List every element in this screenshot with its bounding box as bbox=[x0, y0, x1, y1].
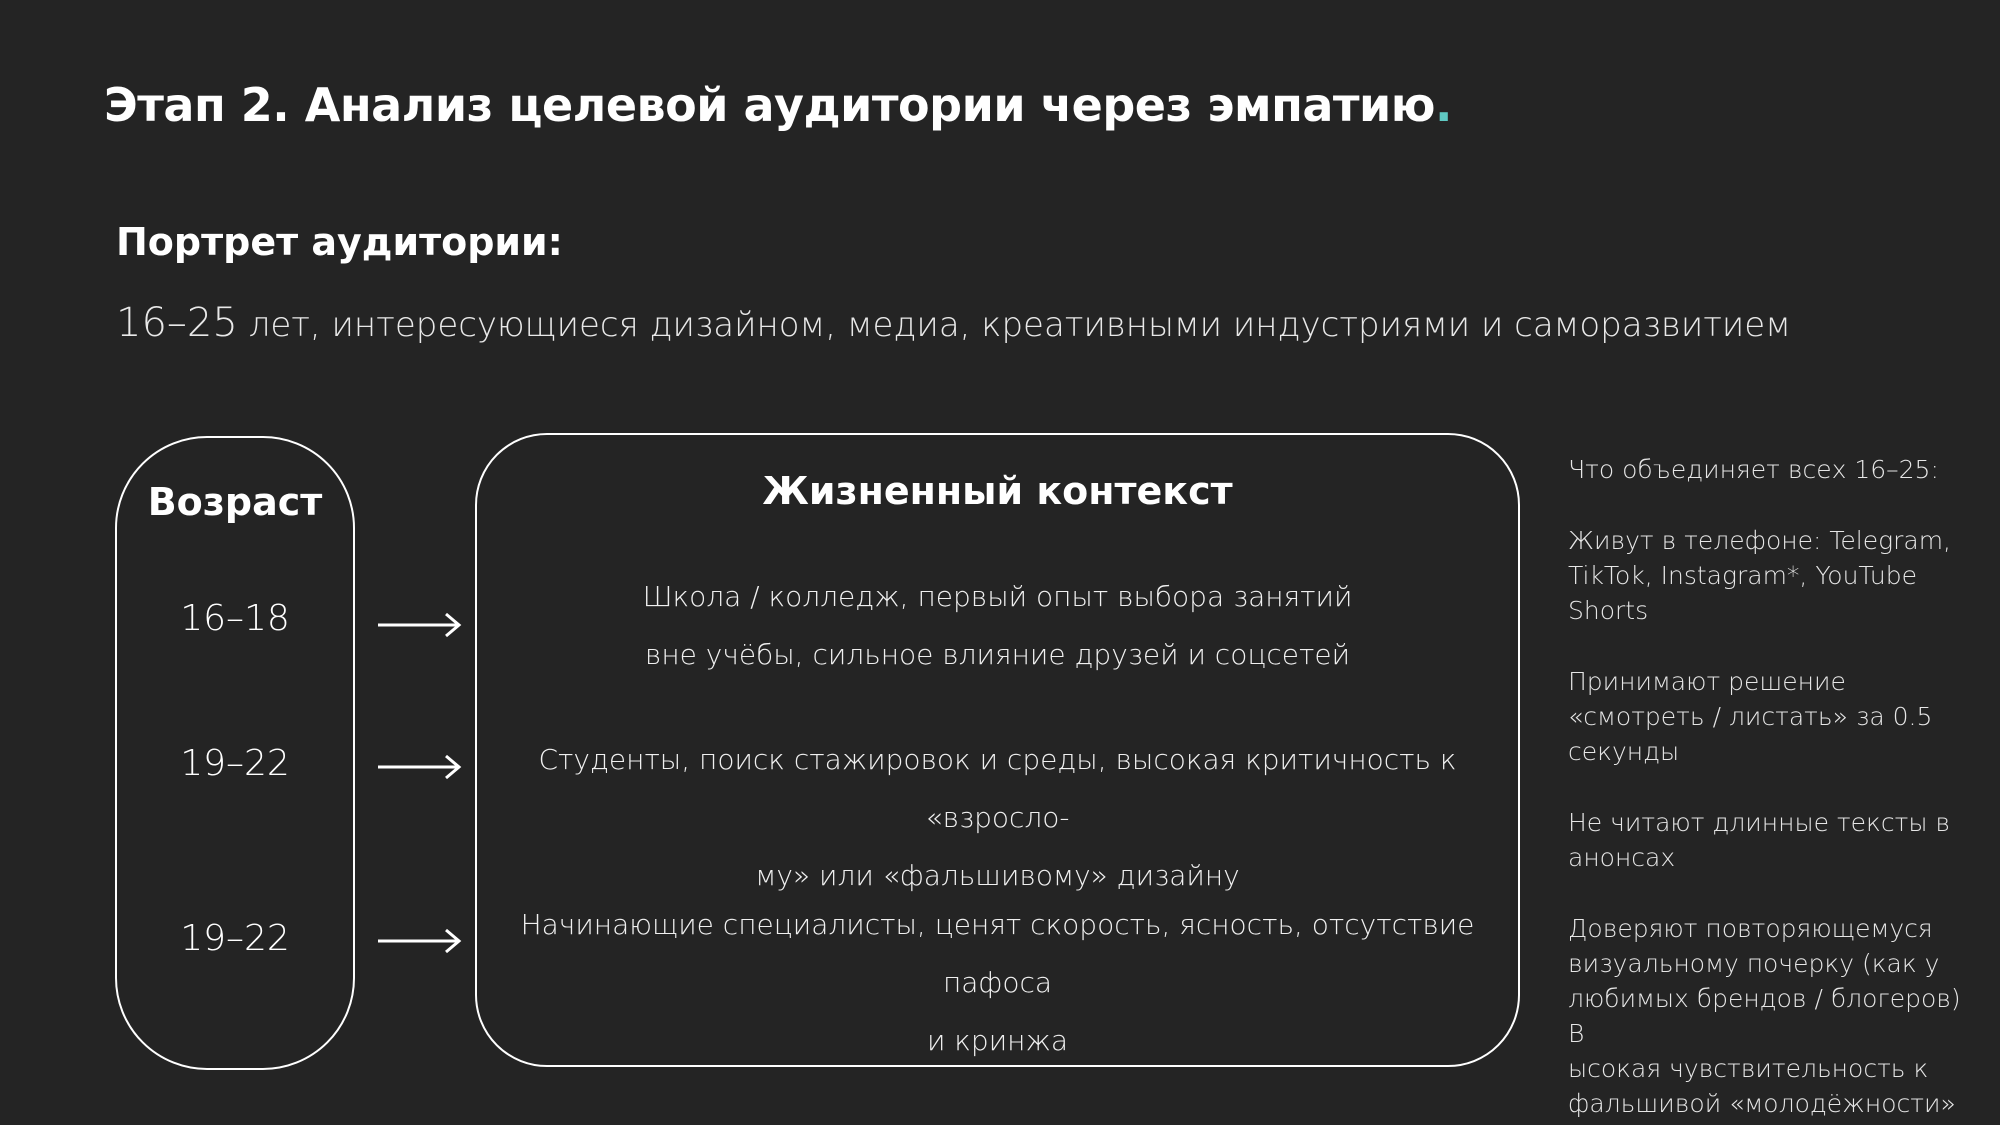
life-context-item-line: му» или «фальшивому» дизайну bbox=[755, 859, 1240, 892]
page-title bbox=[104, 78, 1452, 132]
life-context-item-line: Школа / колледж, первый опыт выбора занятий bbox=[642, 580, 1353, 613]
commonality-point: Не читают длинные тексты в анонсах bbox=[1568, 808, 1951, 872]
age-column-heading: Возраст bbox=[147, 480, 323, 524]
life-context-item-line: Начинающие специалисты, ценят скорость, ясность, отсутствие пафоса bbox=[520, 908, 1475, 999]
age-column-box bbox=[115, 436, 355, 1070]
commonalities-heading: Что объединяет всех 16–25: bbox=[1568, 455, 1939, 484]
title-text: Этап 2. Анализ целевой аудитории через эмпатию bbox=[104, 78, 1436, 132]
life-context-item-2 bbox=[483, 731, 1512, 905]
age-value-2: 19–22 bbox=[180, 743, 290, 784]
commonality-point-line: ысокая чувствительность к фальшивой «молодёжности» bbox=[1568, 1054, 1956, 1118]
commonality-point bbox=[1568, 911, 1978, 1121]
life-context-box bbox=[475, 433, 1520, 1067]
portrait-description-text: лет, интересующиеся дизайном, медиа, креативными индустриями и саморазвитием bbox=[237, 305, 1791, 345]
life-context-item-line: вне учёбы, сильное влияние друзей и соцсетей bbox=[644, 638, 1351, 671]
age-value-3: 19–22 bbox=[180, 918, 290, 959]
life-context-item-line: Студенты, поиск стажировок и среды, высокая критичность к «взросло- bbox=[538, 743, 1457, 834]
commonality-point-line: В bbox=[1568, 1019, 1585, 1048]
commonality-point: Живут в телефоне: Telegram, TikTok, Instagram*, YouTube Shorts bbox=[1568, 526, 1952, 625]
life-context-item-line: и кринжа bbox=[926, 1024, 1069, 1057]
age-value-1: 16–18 bbox=[180, 598, 290, 639]
arrow-right-icon bbox=[376, 610, 462, 640]
life-context-heading: Жизненный контекст bbox=[762, 469, 1233, 513]
commonality-point-line: Доверяют повторяющемуся визуальному почерку (как у любимых брендов / блогеров) bbox=[1568, 914, 1961, 1013]
portrait-description bbox=[116, 300, 1791, 346]
life-context-item-1 bbox=[483, 568, 1512, 684]
commonalities-panel bbox=[1568, 452, 1978, 1121]
arrow-right-icon bbox=[376, 752, 462, 782]
title-accent-dot: . bbox=[1435, 78, 1452, 132]
portrait-age-range: 16–25 bbox=[116, 300, 238, 346]
portrait-heading: Портрет аудитории: bbox=[116, 220, 563, 264]
arrow-right-icon bbox=[376, 926, 462, 956]
commonality-point: Принимают решение «смотреть / листать» за 0.5 секунды bbox=[1568, 667, 1933, 766]
life-context-item-3 bbox=[483, 896, 1512, 1070]
